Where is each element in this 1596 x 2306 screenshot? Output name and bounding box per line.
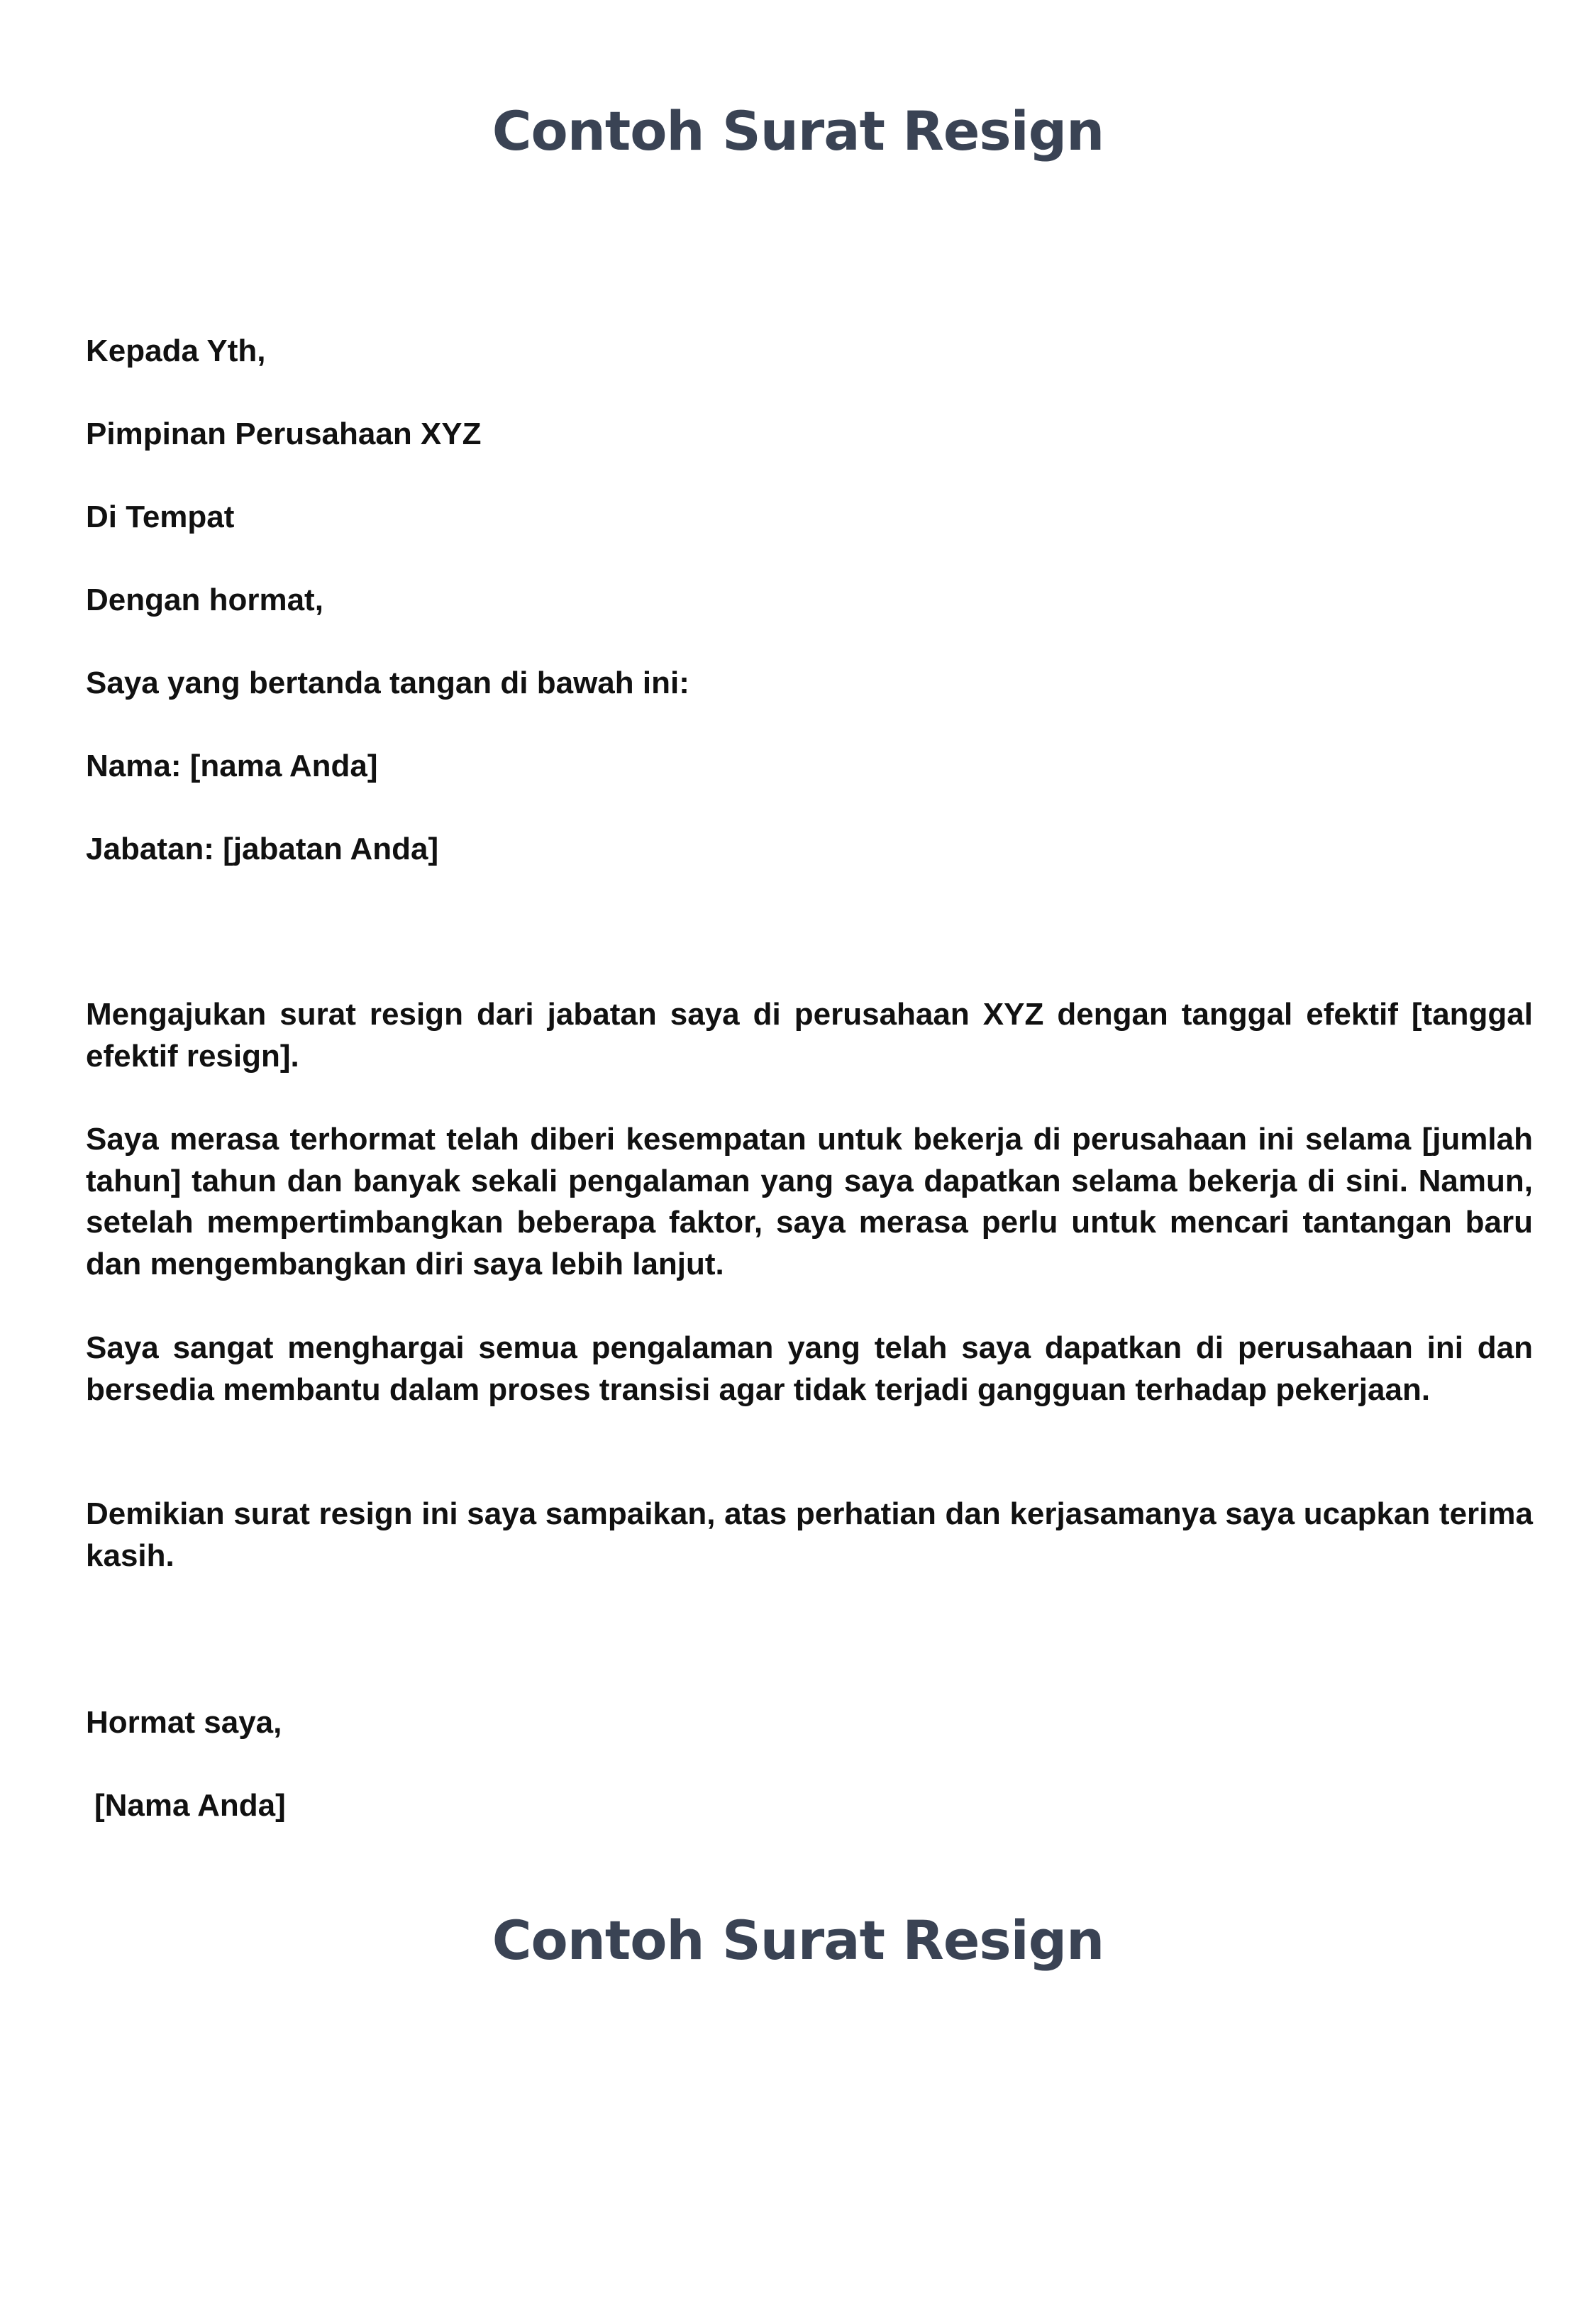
closing-line: Hormat saya,: [86, 1705, 282, 1740]
paragraph-closing: Demikian surat resign ini saya sampaikan, atas perhatian dan kerjasamanya saya ucapkan terima kasih.: [86, 1496, 1533, 1573]
greeting: Dengan hormat,: [86, 583, 323, 617]
paragraph-gratitude: Saya merasa terhormat telah diberi kesempatan untuk bekerja di perusahaan ini selama [jumlah tahun] tahun dan banyak sekali pengalaman yang saya dapatkan selama bekerja di sini. Namun, setelah mempertimbangkan beberapa faktor, saya merasa perlu untuk mencari tantangan baru dan mengembangkan diri saya lebih lanjut.: [86, 1122, 1533, 1281]
name-field: Nama: [nama Anda]: [86, 749, 378, 783]
signature-name: [Nama Anda]: [94, 1788, 286, 1823]
recipient-place: Di Tempat: [86, 500, 235, 534]
position-field: Jabatan: [jabatan Anda]: [86, 832, 439, 866]
paragraph-transition: Saya sangat menghargai semua pengalaman yang telah saya dapatkan di perusahaan ini dan bersedia membantu dalam proses transisi agar tidak terjadi gangguan terhadap pekerjaan.: [86, 1330, 1533, 1407]
recipient-name: Pimpinan Perusahaan XYZ: [86, 416, 482, 451]
footer-title: Contoh Surat Resign: [492, 1909, 1104, 1972]
intro-line: Saya yang bertanda tangan di bawah ini:: [86, 666, 689, 700]
paragraph-resignation: Mengajukan surat resign dari jabatan saya di perusahaan XYZ dengan tanggal efektif [tanggal efektif resign].: [86, 997, 1533, 1074]
page-title: Contoh Surat Resign: [492, 99, 1104, 162]
recipient-salutation: Kepada Yth,: [86, 333, 266, 368]
